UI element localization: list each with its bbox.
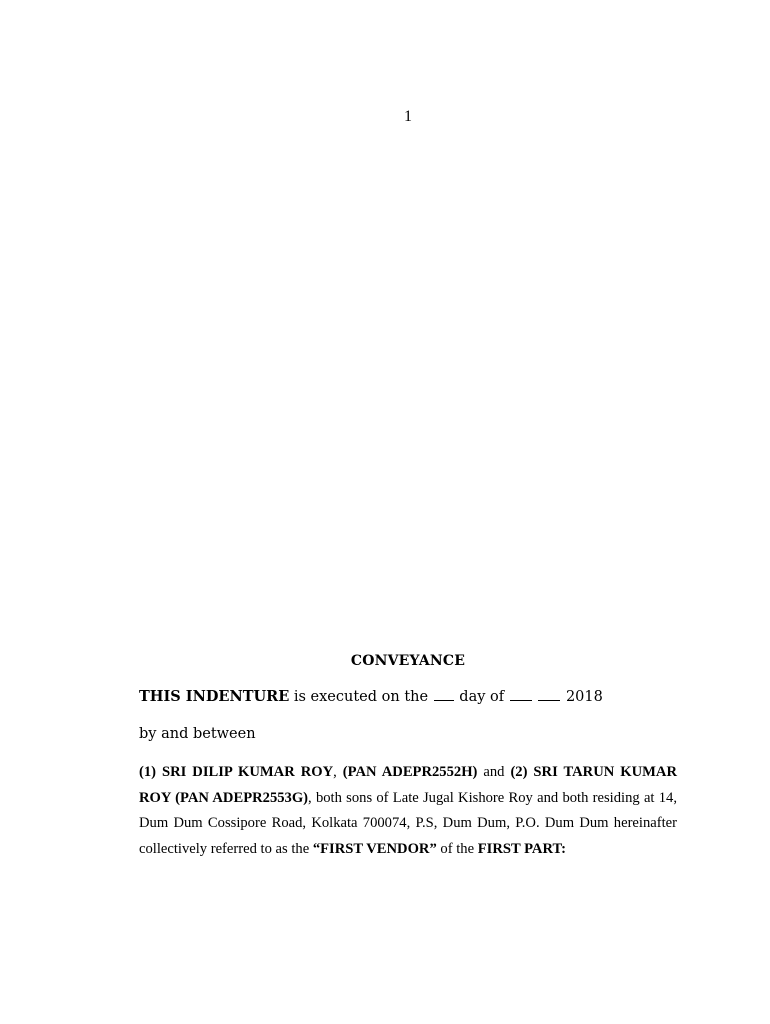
first-part-label: FIRST PART: xyxy=(477,840,566,857)
first-vendor-label: “FIRST VENDOR” xyxy=(312,840,437,857)
second-party-name: (2) SRI TARUN KUMAR ROY (PAN ADEPR2553G) xyxy=(139,764,678,806)
indenture-text-day-of: day of xyxy=(459,689,505,705)
indenture-year: 2018 xyxy=(565,689,603,705)
parties-description: , both sons of Late Jugal Kishore Roy and both residing at 14, Dum Dum Cossipore Road, Kolkata 700074, P.S, Dum Dum, P.O. Dum Dum hereinafter collectively referred to as the xyxy=(139,789,677,857)
first-party-sep: , xyxy=(333,764,343,780)
and-text: and xyxy=(477,764,511,780)
first-party-name: (1) SRI DILIP KUMAR ROY xyxy=(139,764,334,780)
of-the-text: of the xyxy=(436,840,478,857)
month-blank-2 xyxy=(538,699,560,701)
first-party-pan: (PAN ADEPR2552H) xyxy=(342,764,478,780)
day-blank xyxy=(434,699,454,701)
parties-paragraph xyxy=(139,760,677,862)
month-blank xyxy=(510,699,532,701)
document-title: CONVEYANCE xyxy=(350,653,466,669)
between-line: by and between xyxy=(139,726,256,742)
indenture-lead: THIS INDENTURE xyxy=(139,688,290,705)
page-number: 1 xyxy=(404,108,412,125)
indenture-text-executed: is executed on the xyxy=(293,689,429,705)
indenture-line xyxy=(139,688,699,705)
